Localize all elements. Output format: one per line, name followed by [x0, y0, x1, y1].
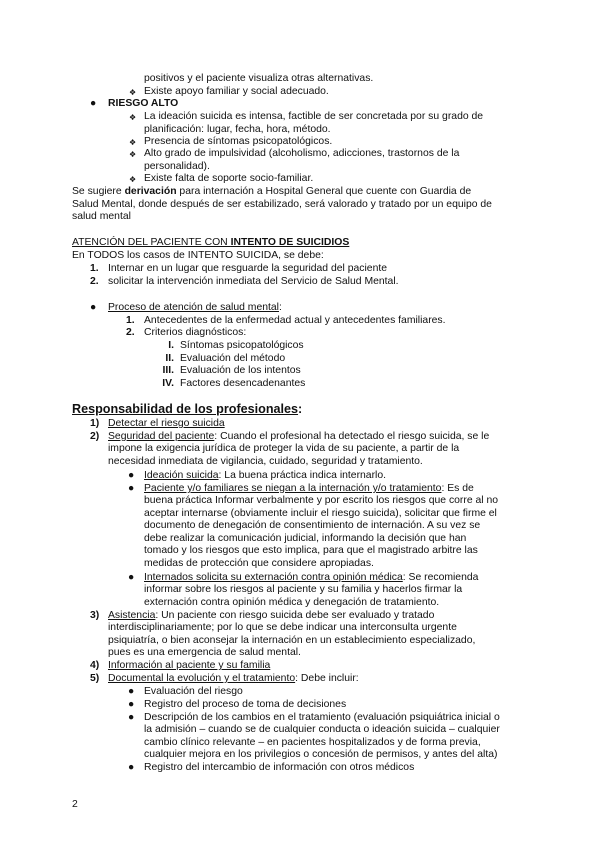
text-line: salud mental: [72, 211, 131, 222]
text-line: Se sugiere derivación para internación a Hospital General que cuente con Guardia de: [72, 186, 472, 197]
bullet-icon: ●: [128, 762, 135, 773]
list-number: 1.: [90, 263, 99, 274]
list-item: Información al paciente y su familia: [108, 660, 271, 671]
text-line: Alto grado de impulsividad (alcoholismo, adicciones, trastornos de la: [144, 148, 460, 159]
list-item: Descripción de los cambios en el tratamiento (evaluación psiquiátrica inicial o: [144, 712, 500, 723]
bullet-icon: ●: [128, 572, 135, 583]
page-number: 2: [72, 799, 78, 810]
bullet-icon: ●: [128, 470, 135, 481]
text-line: externación contra opinión médica y denegación de tratamiento.: [144, 597, 440, 608]
roman-numeral: III.: [162, 365, 174, 376]
list-item: Registro del intercambio de información con otros médicos: [144, 762, 415, 773]
bullet-icon: ●: [90, 302, 97, 313]
text-line: buena práctica Informar verbalmente y por escrito los riesgos que corre al no: [144, 495, 499, 506]
bullet-icon: ●: [128, 483, 135, 494]
text-line: Presencia de síntomas psicopatológicos.: [144, 136, 333, 147]
list-item: Internados solicita su externación contra opinión médica: Se recomienda: [144, 572, 479, 583]
list-item: Internar en un lugar que resguarde la seguridad del paciente: [108, 263, 388, 274]
list-item: Evaluación de los intentos: [180, 365, 301, 376]
list-item: Proceso de atención de salud mental:: [108, 302, 282, 313]
section-heading: Responsabilidad de los profesionales:: [72, 402, 303, 416]
list-number: 5): [90, 673, 100, 684]
section-title: RIESGO ALTO: [108, 98, 179, 109]
text-line: Existe falta de soporte socio-familiar.: [144, 173, 314, 184]
list-number: 2.: [90, 276, 99, 287]
list-item: Criterios diagnósticos:: [144, 327, 247, 338]
bullet-icon: ●: [128, 686, 135, 697]
text-line: Salud Mental, donde después de ser estabilizado, será valorado y tratado por un equipo de: [72, 199, 492, 210]
list-number: 1.: [126, 315, 135, 326]
list-item: Antecedentes de la enfermedad actual y antecedentes familiares.: [144, 315, 446, 326]
bullet-icon: ●: [128, 712, 135, 723]
text-line: planificación: lugar, fecha, hora, método.: [144, 124, 331, 135]
text-line: documento de denegación de consentimiento de internación. A su vez se: [144, 520, 481, 531]
bullet-icon: ●: [90, 98, 97, 109]
text-line: Existe apoyo familiar y social adecuado.: [144, 86, 329, 97]
text-line: medidas de protección que considere apropiadas.: [144, 558, 374, 569]
list-item: Factores desencadenantes: [180, 378, 306, 389]
roman-numeral: II.: [165, 353, 174, 364]
diamond-bullet-icon: ❖: [129, 113, 137, 122]
list-number: 3): [90, 610, 100, 621]
list-item: Paciente y/o familiares se niegan a la internación y/o tratamiento: Es de: [144, 483, 474, 494]
list-number: 2.: [126, 327, 135, 338]
diamond-bullet-icon: ❖: [129, 138, 137, 147]
text-line: aceptar internarse (obviamente incluir el riesgo suicida), solicitar que firme el: [144, 508, 497, 519]
diamond-bullet-icon: ❖: [129, 88, 137, 97]
text-line: la admisión – cuando se de cualquier conducta o ideación suicida – cualquier: [144, 724, 500, 735]
list-number: 2): [90, 431, 100, 442]
text-line: En TODOS los casos de INTENTO SUICIDA, se debe:: [72, 250, 324, 261]
list-item: Evaluación del método: [180, 353, 286, 364]
bullet-icon: ●: [128, 699, 135, 710]
text-line: pues es una emergencia de salud mental.: [108, 647, 301, 658]
roman-numeral: IV.: [162, 378, 174, 389]
diamond-bullet-icon: ❖: [129, 150, 137, 159]
list-item: solicitar la intervención inmediata del Servicio de Salud Mental.: [108, 276, 399, 287]
list-item: Documental la evolución y el tratamiento: Debe incluir:: [108, 673, 359, 684]
text-line: impone la exigencia jurídica de proteger la vida de su paciente, a partir de la: [108, 443, 460, 454]
text-line: cualquier mejora en los privilegios o concesión de permisos, y antes del alta): [144, 749, 498, 760]
text-line: positivos y el paciente visualiza otras alternativas.: [144, 73, 374, 84]
text-line: tomado y los riesgos que esto implica, para que el magistrado arbitre las: [144, 545, 478, 556]
text-line: informar sobre los riesgos al paciente y su familia y hacerlos firmar la: [144, 584, 463, 595]
list-item: Evaluación del riesgo: [144, 686, 243, 697]
list-item: Seguridad del paciente: Cuando el profesional ha detectado el riesgo suicida, se le: [108, 431, 490, 442]
list-item: Registro del proceso de toma de decisiones: [144, 699, 347, 710]
roman-numeral: I.: [168, 340, 174, 351]
list-number: 4): [90, 660, 100, 671]
list-item: Síntomas psicopatológicos: [180, 340, 304, 351]
text-line: cambio clínico relevante – en pacientes hospitalizados y de forma previa,: [144, 737, 481, 748]
list-item: Detectar el riesgo suicida: [108, 418, 225, 429]
text-line: necesidad inmediata de vigilancia, cuidado, seguridad y tratamiento.: [108, 456, 423, 467]
text-line: personalidad).: [144, 161, 210, 172]
text-line: interdisciplinariamente; por lo que se debe indicar una interconsulta urgente: [108, 622, 457, 633]
list-item: Asistencia: Un paciente con riesgo suicida debe ser evaluado y tratado: [108, 610, 435, 621]
text-line: debe realizar la comunicación judicial, informando la decisión que han: [144, 533, 467, 544]
list-item: Ideación suicida: La buena práctica indica internarlo.: [144, 470, 387, 481]
text-line: La ideación suicida es intensa, factible de ser concretada por su grado de: [144, 111, 484, 122]
list-number: 1): [90, 418, 100, 429]
diamond-bullet-icon: ❖: [129, 175, 137, 184]
section-heading: ATENCIÓN DEL PACIENTE CON INTENTO DE SUICIDIOS: [72, 237, 350, 248]
text-line: psiquiatría, o bien aconsejar la internación en un establecimiento especializado,: [108, 635, 476, 646]
emphasis-text: derivación: [124, 186, 177, 197]
